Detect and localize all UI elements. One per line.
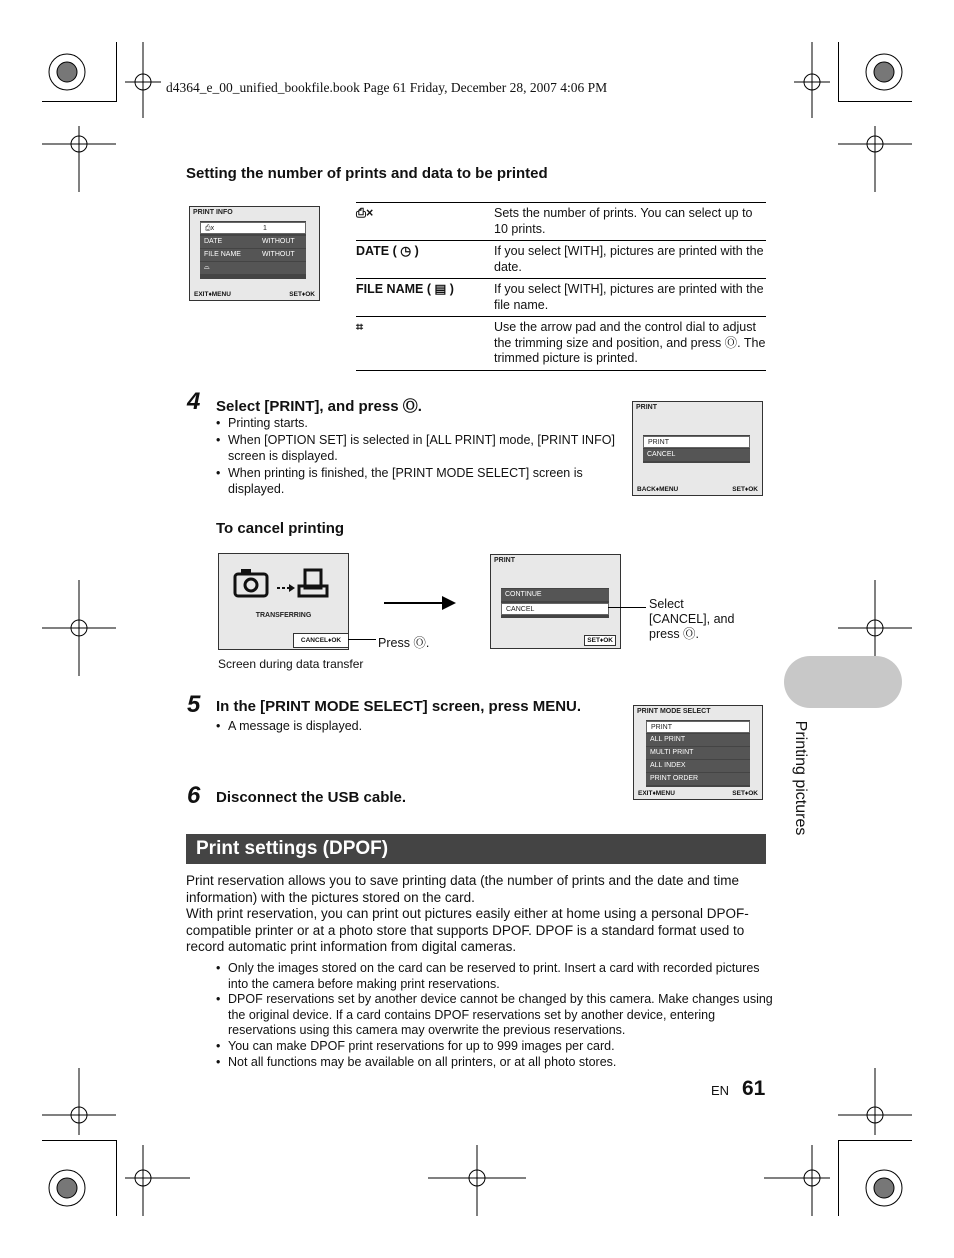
arrow-right-icon [384,594,458,612]
table-key: ⌗ [356,317,494,371]
cancel-button[interactable]: CANCEL♦OK [293,633,349,648]
screen-caption: Screen during data transfer [218,657,364,671]
settings-table [356,202,766,371]
paragraph: With print reservation, you can print out pictures easily either at home using a personal DPOF-compatible printer or at a photo store that supports DPOF. DPOF is a standard format used to record automatic print information from digital cameras. [186,906,749,954]
section-title: Setting the number of prints and data to be printed [186,165,548,182]
step-title: Select [PRINT], and press Ⓞ. [216,398,422,415]
table-key: ⎙× [356,203,494,241]
table-row [356,279,766,317]
table-row [356,203,766,241]
menu-row: ALL INDEX [646,760,750,772]
menu-row [200,236,306,248]
row-label: ⎙x [205,225,215,232]
list-item: • You can make DPOF print reservations for up to 999 images per card. [228,1039,778,1055]
screen-footer-left: BACK♦MENU [637,486,679,493]
screen-footer-right: SET♦OK [732,790,758,797]
list-item: • Only the images stored on the card can be reserved to print. Insert a card with recorded pictures into the camera before making print reservations. [228,961,778,992]
callout-line [608,607,646,608]
menu-row [200,222,306,234]
print-screen [632,401,763,496]
row-value: WITHOUT [262,251,295,258]
print-mode-select-screen [633,705,763,800]
screen-footer-right: SET♦OK [732,486,758,493]
row-label: ⌓ [204,264,210,271]
list-item: • A message is displayed. [228,718,608,735]
chapter-tab [784,656,902,708]
table-key: FILE NAME ( ▤ ) [356,279,494,317]
callout-line [348,639,376,640]
crosshair-icon [125,1145,190,1216]
print-info-screen [189,206,320,301]
dpof-bullets [215,961,778,1070]
step-number: 6 [187,782,201,809]
crosshair-icon [838,1068,912,1135]
menu-row: CANCEL [501,603,609,615]
screen-footer-right: SET♦OK [289,291,315,298]
row-label: FILE NAME [204,251,241,258]
step-number: 4 [187,388,201,415]
table-desc: Use the arrow pad and the control dial to adjust the trimming size and position, and press Ⓞ. The trimmed picture is printed. [494,317,766,371]
subsection-title: To cancel printing [216,520,345,537]
crosshair-icon [838,126,912,192]
row-value: 1 [263,225,267,232]
menu-row: CONTINUE [501,589,609,601]
registration-mark-icon [866,1170,902,1206]
list-item: • Printing starts. [228,415,628,432]
registration-mark-icon [49,54,85,90]
table-row [356,241,766,279]
menu-row: ALL PRINT [646,734,750,746]
paragraph: Print reservation allows you to save printing data (the number of prints and the date and time information) with the pictures stored on the card. [186,873,740,905]
list-item: • Not all functions may be available on all printers, or at all photo stores. [228,1055,778,1071]
screen-menu [643,435,750,463]
row-value: WITHOUT [262,238,295,245]
registration-mark-icon [866,54,902,90]
screen-menu [646,720,750,787]
crosshair-icon [42,580,116,676]
table-desc: If you select [WITH], pictures are printed with the date. [494,241,766,279]
bookfile-header: d4364_e_00_unified_bookfile.book Page 61 Friday, December 28, 2007 4:06 PM [166,80,608,95]
screen-footer-right: SET♦OK [584,635,616,646]
screen-menu [200,221,306,279]
screen-title: PRINT MODE SELECT [637,708,711,715]
menu-row: MULTI PRINT [646,747,750,759]
table-desc: If you select [WITH], pictures are printed with the file name. [494,279,766,317]
menu-row: PRINT ORDER [646,773,750,785]
screen-footer-left: EXIT♦MENU [638,790,675,797]
step-bullets [215,415,628,498]
step-title: Disconnect the USB cable. [216,789,407,806]
list-item: • DPOF reservations set by another device cannot be changed by this camera. Make changes using the original device. If a card contains DPOF reservations set by another device, entering reservations using this camera may overwrite the previous reservations. [228,992,778,1039]
row-label: DATE [204,238,223,245]
print-cancel-screen [490,554,621,649]
screen-title: PRINT [494,557,515,564]
screen-menu [501,588,609,618]
menu-row: PRINT [646,721,750,733]
menu-row [200,249,306,261]
chapter-tab-label: Printing pictures [792,720,809,836]
transfer-screen [218,553,349,650]
list-item: • When printing is finished, the [PRINT MODE SELECT] screen is displayed. [228,465,628,498]
language-code: EN [711,1083,730,1098]
crosshair-icon [42,1068,116,1135]
step-bullets [215,718,608,735]
screen-title: PRINT INFO [193,209,233,216]
list-item: • When [OPTION SET] is selected in [ALL PRINT] mode, [PRINT INFO] screen is displayed. [228,432,628,465]
camera-to-printer-icon [231,566,336,600]
select-note: Select [CANCEL], and press Ⓞ. [649,597,735,641]
menu-row: PRINT [643,436,750,448]
crosshair-icon [764,1145,830,1216]
screen-footer-left: EXIT♦MENU [194,291,231,298]
step-title: In the [PRINT MODE SELECT] screen, press MENU. [216,698,582,715]
registration-mark-icon [49,1170,85,1206]
page-number: 61 [742,1077,766,1100]
menu-row [200,262,306,274]
press-label: Press Ⓞ. [378,636,430,650]
table-key: DATE ( ◷ ) [356,241,494,279]
crosshair-icon [794,42,830,118]
transfer-label: TRANSFERRING [255,612,312,619]
crosshair-icon [428,1145,526,1216]
menu-row: CANCEL [643,449,750,461]
crosshair-icon [125,42,161,118]
table-row [356,317,766,371]
step-number: 5 [187,691,201,718]
crosshair-icon [42,126,116,192]
table-desc: Sets the number of prints. You can select up to 10 prints. [494,203,766,241]
section-banner: Print settings (DPOF) [186,834,766,864]
screen-title: PRINT [636,404,657,411]
